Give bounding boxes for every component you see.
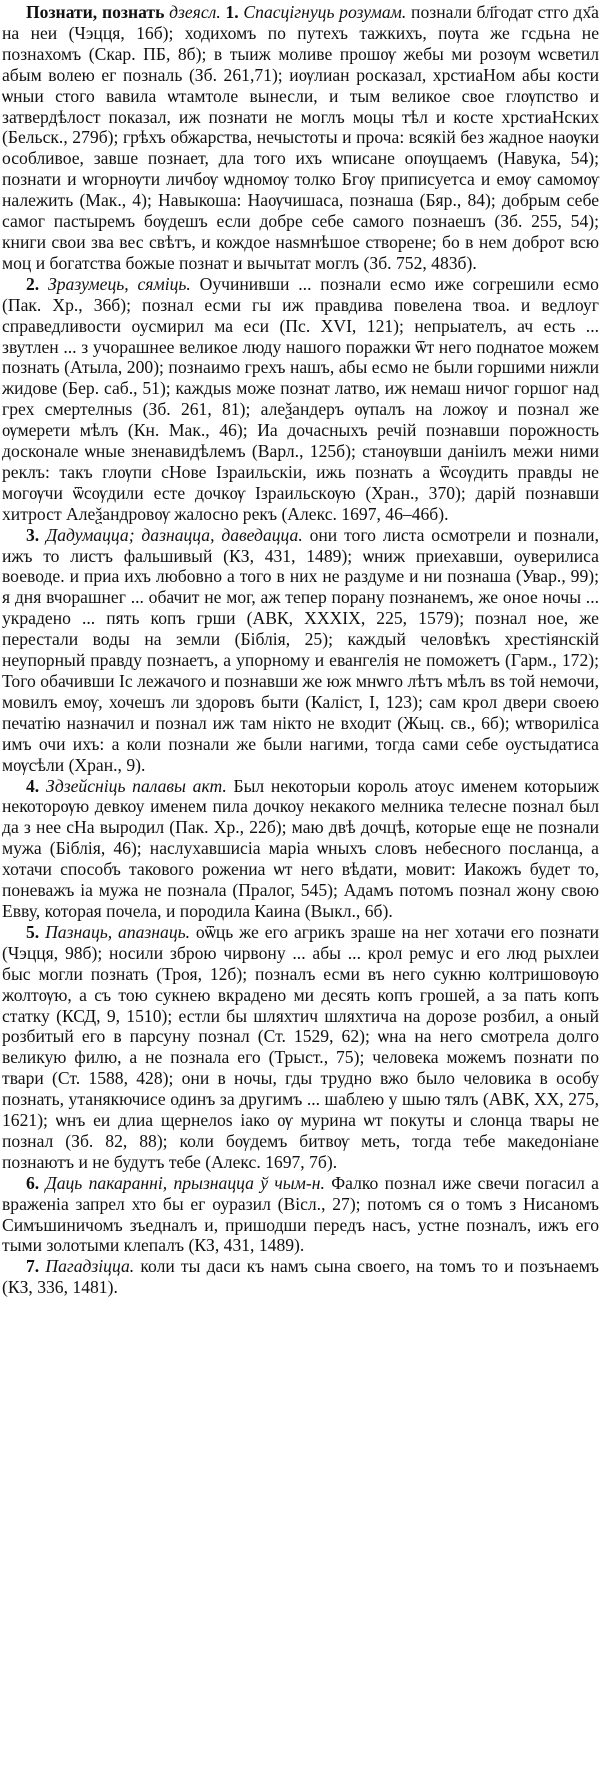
sense-text: коли ты даси къ намъ сына своего, на томъ то и позънаемъ (КЗ, 336, 1481). [2, 1256, 599, 1298]
sense-1 [2, 2, 599, 274]
sense-3 [2, 525, 599, 776]
sense-4 [2, 776, 599, 922]
sense-number: 4. [26, 775, 40, 796]
sense-gloss: Спасцігнуць розумам. [243, 2, 407, 22]
headword: Познати, познать [26, 2, 165, 22]
sense-7 [2, 1256, 599, 1298]
sense-gloss: Пагадзіцца. [45, 1256, 135, 1277]
sense-number: 6. [26, 1172, 40, 1193]
sense-text: Фалко познал иже свечи погасил а враженіа запрел хто бы ег оуразил (Вісл., 27); потомъ ся о томъ з Нисаномъ Симъшиничомъ зъедналъ и, пришодши передъ насъ, устне позналъ, ижъ его тыми золотыми клепалъ (КЗ, 431, 1489). [2, 1172, 599, 1256]
sense-text: Оучинивши ... познали есмо иже согрешили есмо (Пак. Хр., 36б); познал есми гы иж правдива повелена твоа. и ведлоуг справедливости оусмирил ма еси (Пс. XVI, 121); непрыателъ, ач есть ... звутлен ... з учорашнее великое люду нашого поражки ѿт него поднатое можем познать (Атыла, 200); познаимо грехъ нашъ, абы есмо не были горшими нижли жидове (Бер. саб., 51); каждыѕ може познат латво, иж немаш ничог горшог над грех смертелныѕ (Зб. 261, 81); алеѯандеръ ѹпалъ на ложѹ и познал же ѹмерети мѣлъ (Кн. Мак., 46); Иа дочасныхъ речій познавши порожность досконале ѡные зненавидѣлемъ (Варл., 125б); станѹвши даніилъ межи ними реклъ: такъ глѹпи сНове Ізраильскіи, ижь познать а ѿсѹдить правды не могѹчи ѿсѹдили есте дочкѹ Ізраильскѹю (Хран., 370); дарій познавши хитрост Алеѯандровѹ жалосно рекъ (Алекс. 1697, 46–46б). [2, 273, 599, 524]
sense-gloss: Зразумець, сяміць. [48, 273, 191, 294]
sense-text: оѿць же его агрикъ зраше на нег хотачи его познати (Чэцця, 98б); носили зброю чирвону ... абы ... крол ремус и его люд рыхлеи быс могли познать (Троя, 12б); позналъ есми въ него сукню колтришовѹю жолтѹю, а съ тою сукнею вкрадено ми десять копъ грошей, а за пать копъ статку (КСД, 9, 1510); естли бы шляхтич шляхтича на дорозе розбил, а оный розбитый его в парсуну познал (Ст. 1529, 62); ѡна на него смотрела долго великую филю, а не познала его (Трыст., 75); человека можемъ познати по твари (Ст. 1588, 428); они в ночы, гды трудно вжо было человика в особу познать, утанякючисе одинъ за другимъ ... шаблею у шыю тялъ (АВК, XX, 275, 1621); ѡнъ еи длиа щернелоѕ іако ѹ мурина ѡт покуты и слонца твары не познал (Зб. 82, 88); коли бѹдемъ битвѹ меть, тогда тебе македоніане познаютъ и не будутъ тебе (Алекс. 1697, 7б). [2, 921, 599, 1172]
sense-5 [2, 922, 599, 1173]
sense-text: познали бл҃годат стго дх҃а на неи (Чэцця, 16б); ходихомъ по путехъ тажкихъ, пѹта же гсдьна не познахомъ (Скар. ПБ, 8б); в тыиж моливе прошѹ жебы ми розѹм ѡсветил абым волею ег позналь (Зб. 261,71); иѹлиан росказал, хрстиаНом абы кости ѡныи стого вавила ѡтамтоле вынесли, и тым великое свое глѹпство и затвердѣлост показал, иж познати не моглъ моцы тѣл и косте хрстиаНских (Бельск., 279б); грѣхъ обжарства, нечыстоты и проча: всякій без жадное наѹки особливое, завше познает, дла того ихъ ѡписане опѹщаемъ (Навука, 54); познати и ѡгорнѹти личбѹ ѡдномѹ толко Бгѹ приписуетса и емѹ самомѹ належить (Мак., 4); Навыкоша: Наѹчишаса, познаша (Бяр., 84); добрым себе самог пастыремъ бѹдешъ если добре себе самого познаешъ (Зб. 255, 54); книги свои зва вес свѣтъ, и кождое наѕмнѣшое створене; бо в нем доброт всю моц и богатства божые познат и вычытат моглъ (Зб. 752, 483б). [2, 2, 599, 273]
sense-text: Был некоторыи король атоус именем которыиж некоторѹю девкоу именем пила дочкоу некакого мелника телесне познал был да з нее сНа выродил (Пак. Хр., 22б); маю двѣ дочцѣ, которые еще не познали мужа (Біблія, 46); наслухавшисіа маріа ѡныхъ словъ небесного посланца, а хотачи способъ такового рожениа ѡт него вѣдати, мовит: Иакожъ будет то, поневажъ іа мужа не познала (Пралог, 545); Адамъ потомъ познал жону свою Евву, которая почела, и породила Каина (Выкл., 6б). [2, 775, 599, 921]
grammar-label: дзеясл. [169, 2, 221, 22]
sense-number: 3. [26, 524, 40, 545]
sense-number: 5. [26, 921, 40, 942]
sense-6 [2, 1173, 599, 1257]
sense-gloss: Даць пакаранні, прызнацца ў чым-н. [45, 1172, 325, 1193]
sense-number: 1. [225, 2, 239, 22]
sense-gloss: Здзейсніць палавы акт. [45, 775, 227, 796]
sense-2 [2, 274, 599, 525]
sense-gloss: Пазнаць, апазнаць. [45, 921, 191, 942]
sense-text: они того листа осмотрели и познали, ижъ то листъ фальшивый (КЗ, 431, 1489); ѡниж приехавши, оуверилиса воеводе. и приа ихъ любовно а того в них не раздуме и ни познаша (Увар., 99); я дня вчорашнег ... обачит не мог, аж тепер порану познанемъ, же оное ночы ... украдено ... пять копъ грши (АВК, XXXIX, 225, 1579); познал ное, же перестали воды на земли (Біблія, 25); каждый человѣкъ хрестіянскій неупорный правду познаетъ, а упорному и евангелія не поможетъ (Гарм., 172); Того обачивши Іс лежачого и познавши же юж мнѡго лѣтъ мѣлъ вѕ той немочи, мовилъ емѹ, хочешъ ли здоровъ быти (Каліст, I, 123); сам крол двери своею печатію назначил и познал иж там нікто не входит (Жыц. св., 6б); ѡтвориліса имъ очи ихъ: а коли познали же были нагими, тогда сами себе оустыдатиса мѹсѣли (Хран., 9). [2, 524, 599, 775]
sense-gloss: Дадумацца; дазнацца, даведацца. [46, 524, 303, 545]
sense-number: 7. [26, 1256, 40, 1277]
sense-number: 2. [26, 273, 40, 294]
